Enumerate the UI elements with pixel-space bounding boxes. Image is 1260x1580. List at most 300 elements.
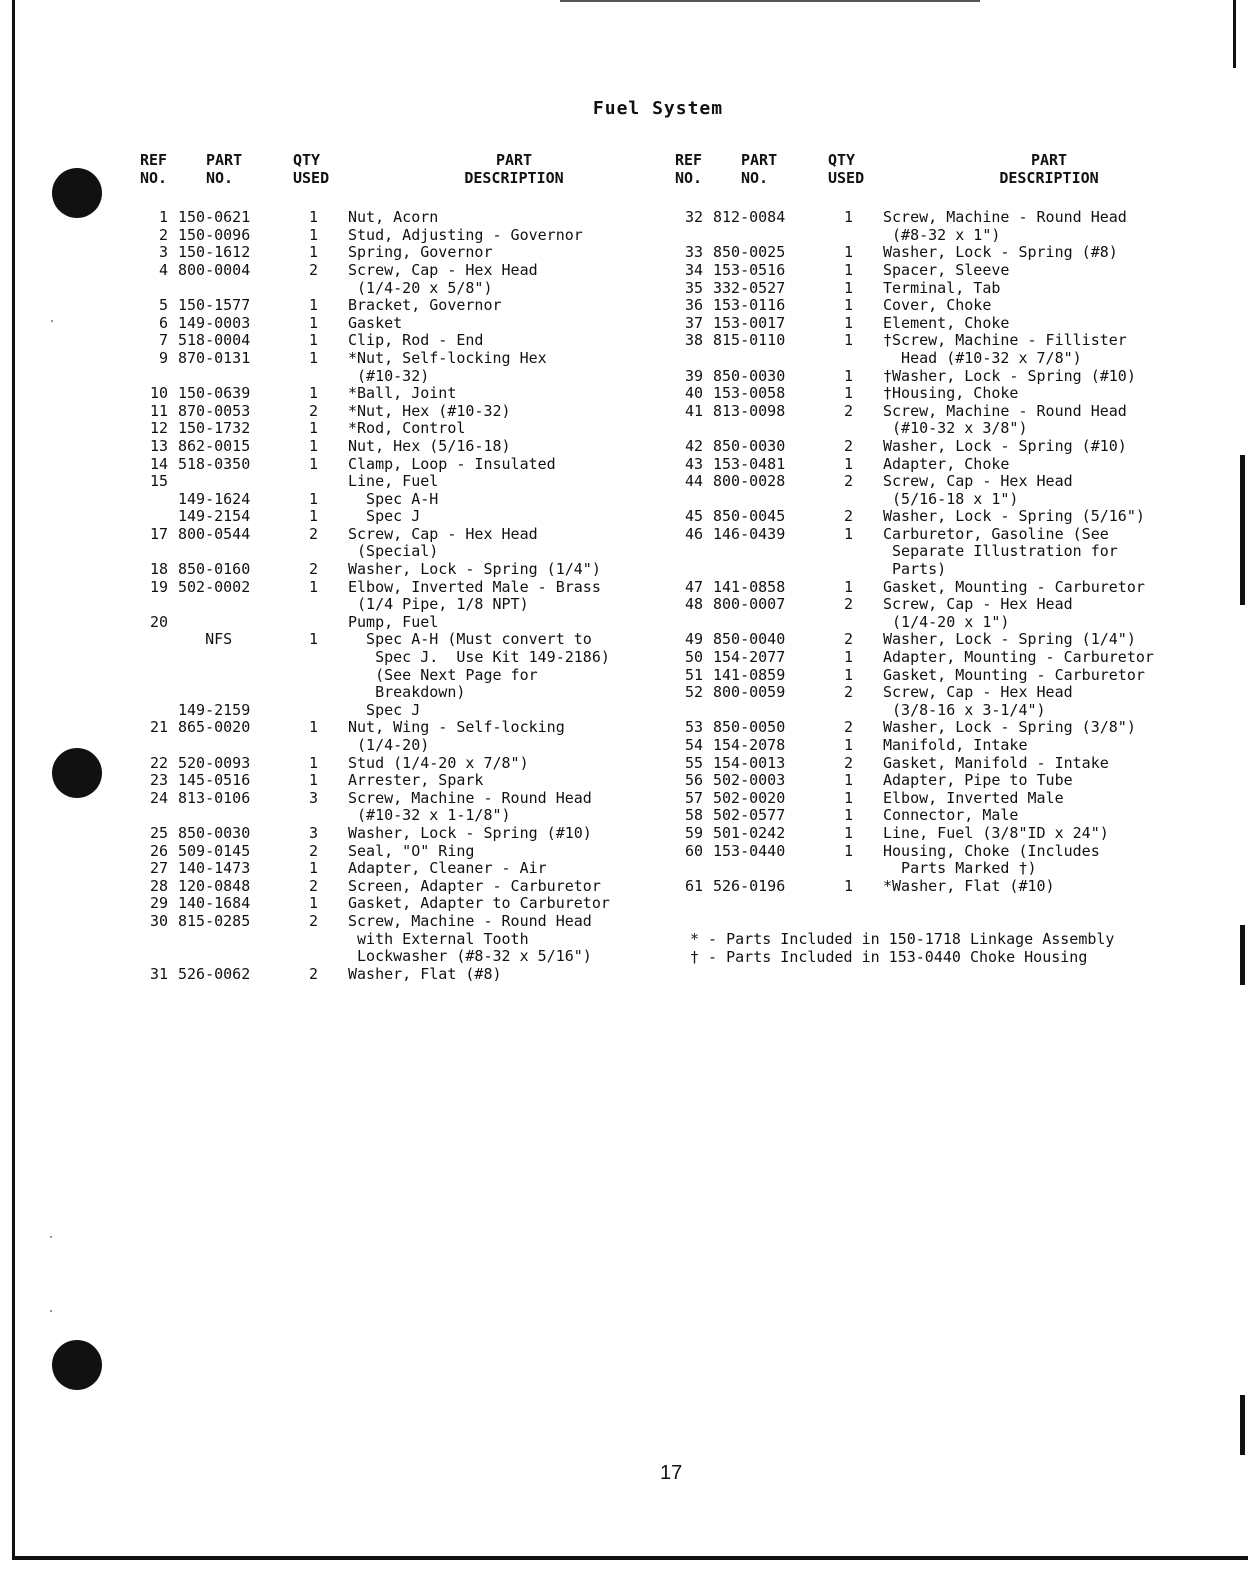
table-row [140,543,680,561]
table-row [675,244,1215,262]
part-number: NFS [178,630,233,649]
qty-used: 1 [844,366,854,385]
page-title: Fuel System [592,98,724,119]
ref-number [140,491,178,509]
qty-used: 1 [309,296,319,315]
ref-number: 52 [684,683,703,702]
ref-number: 35 [684,278,703,297]
part-description: Nut, Hex (5/16-18) [348,436,511,455]
part-description: Nut, Acorn [348,208,439,227]
qty-used: 1 [844,806,854,825]
part-description: Washer, Lock - Spring (#10) [883,436,1127,455]
ref-number [140,543,178,561]
ref-number: 42 [684,436,703,455]
part-number: 153-0017 [713,313,786,332]
page-number: 17 [660,1462,683,1484]
part-number [178,649,293,667]
qty-used: 3 [309,788,319,807]
table-row [675,456,1215,474]
part-description: (1/4 Pipe, 1/8 NPT) [348,595,529,614]
table-row [675,438,1215,456]
part-number: 153-0516 [713,260,786,279]
ref-number [675,350,713,368]
ref-number [140,280,178,298]
part-description: Elbow, Inverted Male [883,788,1064,807]
part-description: (Special) [348,542,439,561]
part-description: Nut, Wing - Self-locking [348,718,565,737]
table-row [675,684,1215,702]
ref-number: 18 [149,560,168,579]
part-number: 154-0013 [713,753,786,772]
ref-number: 59 [684,823,703,842]
part-description: Manifold, Intake [883,736,1028,754]
part-description: (#8-32 x 1") [883,225,1001,244]
part-number: 140-1684 [178,894,251,913]
qty-used: 2 [844,436,854,455]
ref-number [140,596,178,614]
part-description: Gasket, Mounting - Carburetor [883,577,1145,596]
part-number [178,614,293,632]
qty-used: 1 [309,630,319,649]
part-number: 509-0145 [178,841,251,860]
part-number: 800-0004 [178,260,251,279]
table-row [675,579,1215,597]
qty-used [828,860,883,878]
ref-number [140,667,178,685]
part-description: †Screw, Machine - Fillister [883,331,1127,350]
qty-used [293,614,348,632]
part-description: Screw, Machine - Round Head [348,911,592,930]
ref-number: 11 [149,401,168,420]
ref-number [140,948,178,966]
part-number: 800-0028 [713,472,786,491]
table-row [675,543,1215,561]
qty-used [293,596,348,614]
ref-number [675,491,713,509]
qty-used [293,368,348,386]
qty-used: 2 [309,260,319,279]
part-number [178,280,293,298]
part-number: 526-0062 [178,964,251,983]
part-number: 850-0160 [178,560,251,579]
ref-number: 6 [158,313,168,332]
part-description: Adapter, Mounting - Carburetor [883,648,1154,667]
table-row [140,843,680,861]
part-description: Clamp, Loop - Insulated [348,454,556,473]
table-row [140,297,680,315]
part-description: Screen, Adapter - Carburetor [348,876,601,895]
part-number: 146-0439 [713,524,786,543]
part-number: 850-0050 [713,718,786,737]
qty-used: 1 [844,313,854,332]
table-row [140,508,680,526]
part-description: Pump, Fuel [348,612,439,631]
ref-number [140,631,178,649]
ref-number [675,561,713,579]
table-row [140,491,680,509]
ref-number: 33 [684,243,703,262]
qty-used: 1 [844,841,854,860]
part-number [713,614,828,632]
qty-used: 1 [844,665,854,684]
part-description: Screw, Machine - Round Head [883,401,1127,420]
qty-used [828,561,883,579]
qty-used: 1 [844,648,854,667]
ref-number [675,860,713,878]
table-row [140,702,680,720]
part-number: 518-0004 [178,331,251,350]
table-body-left [140,209,680,983]
part-description: (See Next Page for [348,665,538,684]
scan-right-tick [1233,0,1236,68]
part-description: *Nut, Hex (#10-32) [348,401,511,420]
header-description: PART DESCRIPTION [464,151,564,187]
qty-used: 1 [844,243,854,262]
part-number: 800-0007 [713,595,786,614]
table-row [140,350,680,368]
table-row [140,579,680,597]
ref-number: 54 [684,736,703,754]
table-row [675,737,1215,755]
table-body-right [675,209,1215,895]
scan-speck [51,320,53,322]
table-row [675,385,1215,403]
qty-used [293,702,348,720]
ref-number: 30 [149,911,168,930]
qty-used [828,543,883,561]
table-row [140,262,680,280]
ref-number [140,508,178,526]
table-row [140,614,680,632]
qty-used: 3 [309,823,319,842]
part-description: Screw, Cap - Hex Head [348,260,538,279]
part-number: 812-0084 [713,208,786,227]
qty-used: 1 [309,454,319,473]
table-row [675,508,1215,526]
table-row [675,332,1215,350]
ref-number: 20 [149,612,168,631]
table-row [675,473,1215,491]
ref-number: 39 [684,366,703,385]
ref-number: 5 [158,296,168,315]
part-description: Spec J. Use Kit 149-2186) [348,648,610,667]
ref-number: 45 [684,507,703,526]
part-number: 150-1577 [178,296,251,315]
qty-used: 1 [309,436,319,455]
part-number: 501-0242 [713,823,786,842]
qty-used [828,227,883,245]
part-description: Connector, Male [883,806,1019,825]
part-number: 153-0440 [713,841,786,860]
ref-number: 37 [684,313,703,332]
qty-used: 1 [309,718,319,737]
part-description: Terminal, Tab [883,278,1001,297]
qty-used: 1 [844,384,854,403]
table-row [675,420,1215,438]
qty-used: 1 [844,331,854,350]
qty-used [293,543,348,561]
part-description: Gasket, Adapter to Carburetor [348,894,610,913]
part-number: 120-0848 [178,876,251,895]
part-description: Housing, Choke (Includes [883,841,1100,860]
table-row [140,438,680,456]
ref-number: 34 [684,260,703,279]
ref-number [675,614,713,632]
qty-used: 2 [844,507,854,526]
part-number: 145-0516 [178,771,251,790]
table-row [675,368,1215,386]
table-row [675,825,1215,843]
part-number: 850-0030 [713,436,786,455]
part-description: (3/8-16 x 3-1/4") [883,700,1046,719]
scan-bottom-border [12,1556,1248,1560]
part-description: *Washer, Flat (#10) [883,876,1055,895]
part-number: 140-1473 [178,859,251,878]
part-description: Lockwasher (#8-32 x 5/16") [348,947,592,966]
qty-used: 1 [844,823,854,842]
table-row [140,596,680,614]
part-description: Screw, Machine - Round Head [348,788,592,807]
part-number: 153-0116 [713,296,786,315]
part-description: Washer, Lock - Spring (3/8") [883,718,1136,737]
ref-number: 38 [684,331,703,350]
part-description: Spec A-H [348,489,439,508]
ref-number [675,702,713,720]
qty-used: 1 [844,260,854,279]
qty-used: 2 [309,401,319,420]
table-row [140,895,680,913]
part-description: †Washer, Lock - Spring (#10) [883,366,1136,385]
table-row [675,262,1215,280]
part-number: 815-0110 [713,331,786,350]
table-row [140,368,680,386]
part-description: *Nut, Self-locking Hex [348,348,547,367]
part-number: 153-0481 [713,454,786,473]
table-row [675,350,1215,368]
qty-used: 1 [309,753,319,772]
table-row [140,878,680,896]
table-row [140,649,680,667]
ref-number: 10 [149,384,168,403]
ref-number [675,420,713,438]
qty-used [293,931,348,949]
table-row [675,860,1215,878]
table-row [140,790,680,808]
header-qty: QTY USED [293,151,330,187]
qty-used: 2 [309,841,319,860]
scan-speck [50,1236,52,1238]
table-row [675,649,1215,667]
part-number [178,931,293,949]
ref-number: 47 [684,577,703,596]
qty-used: 1 [844,788,854,807]
binder-hole [52,748,102,798]
part-number: 850-0040 [713,630,786,649]
qty-used [293,667,348,685]
part-description: (5/16-18 x 1") [883,489,1019,508]
qty-used: 1 [309,577,319,596]
part-number [178,807,293,825]
part-description: Element, Choke [883,313,1010,332]
qty-used: 1 [309,243,319,262]
scan-top-edge [560,0,980,2]
part-number: 520-0093 [178,753,251,772]
part-number [713,350,828,368]
qty-used: 2 [844,401,854,420]
ref-number: 55 [684,753,703,772]
parts-table-left [140,152,680,983]
ref-number: 50 [684,648,703,667]
qty-used [293,649,348,667]
header-qty: QTY USED [828,151,865,187]
ref-number [140,737,178,755]
part-description: Parts Marked †) [883,859,1037,878]
part-number [713,491,828,509]
part-description: Seal, "O" Ring [348,841,475,860]
table-row [140,966,680,984]
part-description: Head (#10-32 x 7/8") [883,348,1082,367]
ref-number: 49 [684,630,703,649]
ref-number [675,227,713,245]
part-description: Screw, Cap - Hex Head [883,472,1073,491]
part-description: Cover, Choke [883,296,992,315]
qty-used [828,491,883,509]
part-description: Stud, Adjusting - Governor [348,225,583,244]
table-row [675,631,1215,649]
part-description: (1/4-20 x 1") [883,612,1010,631]
ref-number: 44 [684,472,703,491]
table-row [675,755,1215,773]
binder-hole [52,1340,102,1390]
qty-used: 1 [309,313,319,332]
binder-hole [52,168,102,218]
qty-used: 2 [309,876,319,895]
qty-used: 2 [844,472,854,491]
part-number: 502-0577 [713,806,786,825]
table-row [140,280,680,298]
part-number [178,473,293,491]
part-number: 150-1732 [178,419,251,438]
part-description: Screw, Cap - Hex Head [883,595,1073,614]
part-number [713,702,828,720]
table-row [140,332,680,350]
table-row [140,913,680,931]
qty-used: 1 [309,384,319,403]
part-number: 526-0196 [713,876,786,895]
table-row [140,737,680,755]
table-row [675,807,1215,825]
part-number: 862-0015 [178,436,251,455]
part-description: (#10-32 x 3/8") [883,419,1028,438]
table-row [675,209,1215,227]
table-row [140,209,680,227]
ref-number [140,702,178,720]
qty-used [828,702,883,720]
part-description: Adapter, Pipe to Tube [883,771,1073,790]
part-description: Washer, Lock - Spring (#10) [348,823,592,842]
ref-number [140,649,178,667]
table-row [675,667,1215,685]
parts-table-right [675,152,1215,895]
table-row [675,403,1215,421]
part-number [713,420,828,438]
part-description: Line, Fuel (3/8"ID x 24") [883,823,1109,842]
footnote-choke: † - Parts Included in 153-0440 Choke Housing [690,948,1088,966]
table-row [140,931,680,949]
ref-number: 25 [149,823,168,842]
part-number [713,227,828,245]
header-part-no: PART NO. [206,151,243,187]
scan-right-bar [1240,1395,1245,1455]
table-row [675,315,1215,333]
scan-speck [50,1310,52,1312]
qty-used: 2 [844,595,854,614]
part-description: Adapter, Cleaner - Air [348,859,547,878]
ref-number: 26 [149,841,168,860]
part-number: 850-0025 [713,243,786,262]
ref-number: 4 [158,260,168,279]
part-number: 141-0858 [713,577,786,596]
ref-number: 41 [684,401,703,420]
qty-used: 2 [844,718,854,737]
qty-used [293,737,348,755]
table-row [675,297,1215,315]
qty-used [293,473,348,491]
ref-number [140,807,178,825]
part-description: Spec J [348,507,421,526]
table-row [140,227,680,245]
table-row [140,807,680,825]
part-description: (#10-32 x 1-1/8") [348,806,511,825]
part-description: Gasket, Manifold - Intake [883,753,1109,772]
footnote-linkage: * - Parts Included in 150-1718 Linkage Assembly [690,930,1115,948]
part-number [713,543,828,561]
ref-number [675,543,713,561]
table-row [675,790,1215,808]
table-row [140,456,680,474]
ref-number: 23 [149,771,168,790]
table-row [140,526,680,544]
part-description: Washer, Lock - Spring (1/4") [348,560,601,579]
table-row [675,491,1215,509]
part-number: 815-0285 [178,911,251,930]
qty-used: 1 [309,208,319,227]
table-row [140,667,680,685]
part-number: 332-0527 [713,278,786,297]
qty-used: 1 [309,507,319,526]
ref-number: 43 [684,454,703,473]
ref-number: 27 [149,859,168,878]
ref-number: 19 [149,577,168,596]
ref-number: 53 [684,718,703,737]
part-number: 154-2077 [713,648,786,667]
qty-used: 2 [309,560,319,579]
part-number: 870-0053 [178,401,251,420]
part-number: 150-0621 [178,208,251,227]
ref-number: 22 [149,753,168,772]
part-description: Screw, Cap - Hex Head [348,524,538,543]
table-row [140,772,680,790]
part-number: 865-0020 [178,718,251,737]
ref-number: 61 [684,876,703,895]
part-number: 149-1624 [178,489,251,508]
part-number: 150-1612 [178,243,251,262]
qty-used: 1 [309,859,319,878]
ref-number: 57 [684,788,703,807]
part-description: Spec J [348,700,421,719]
part-description: Line, Fuel [348,472,439,491]
part-description: *Rod, Control [348,419,466,438]
